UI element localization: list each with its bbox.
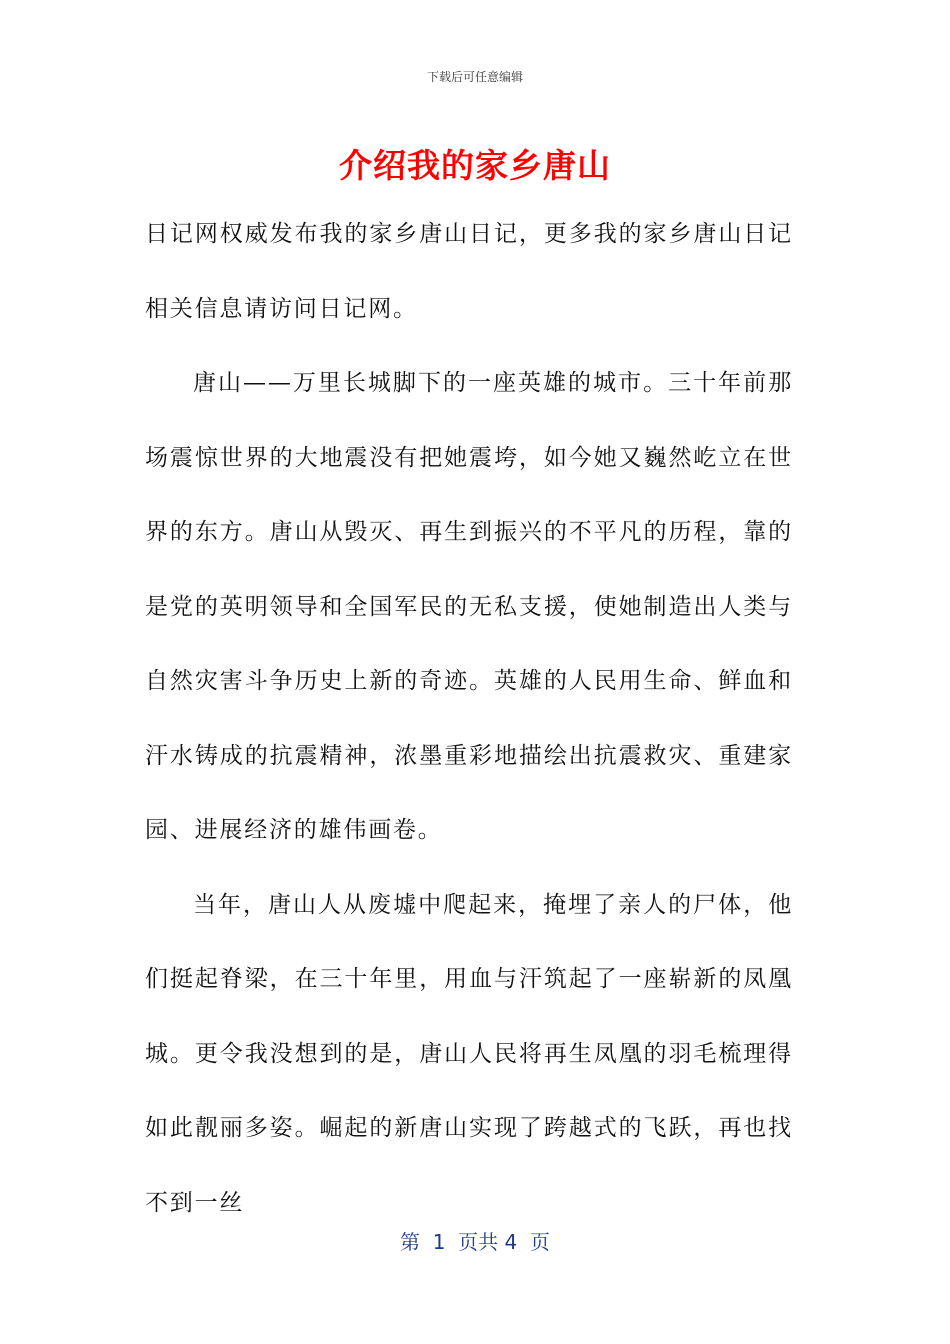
document-title: 介绍我的家乡唐山 xyxy=(339,146,611,185)
intro-paragraph: 日记网权威发布我的家乡唐山日记，更多我的家乡唐山日记相关信息请访问日记网。 xyxy=(145,221,793,322)
document-body xyxy=(145,197,793,1240)
body-paragraph: 唐山——万里长城脚下的一座英雄的城市。三十年前那场震惊世界的大地震没有把她震垮，如今她又巍然屹立在世界的东方。唐山从毁灭、再生到振兴的不平凡的历程，靠的是党的英明领导和全国军民的无私支援，使她制造出人类与自然灾害斗争历史上新的奇迹。英雄的人民用生命、鲜血和汗水铸成的抗震精神，浓墨重彩地描绘出抗震救灾、重建家园、进展经济的雄伟画卷。 xyxy=(145,370,793,843)
header-note: 下载后可任意编辑 xyxy=(426,70,523,84)
page-number-footer: 第 1 页共 4 页 xyxy=(400,1230,550,1254)
body-paragraph: 当年，唐山人从废墟中爬起来，掩埋了亲人的尸体，他们挺起脊梁，在三十年里，用血与汗筑起了一座崭新的凤凰城。更令我没想到的是，唐山人民将再生凤凰的羽毛梳理得如此靓丽多姿。崛起的新唐山实现了跨越式的飞跃，再也找不到一丝 xyxy=(145,891,793,1216)
